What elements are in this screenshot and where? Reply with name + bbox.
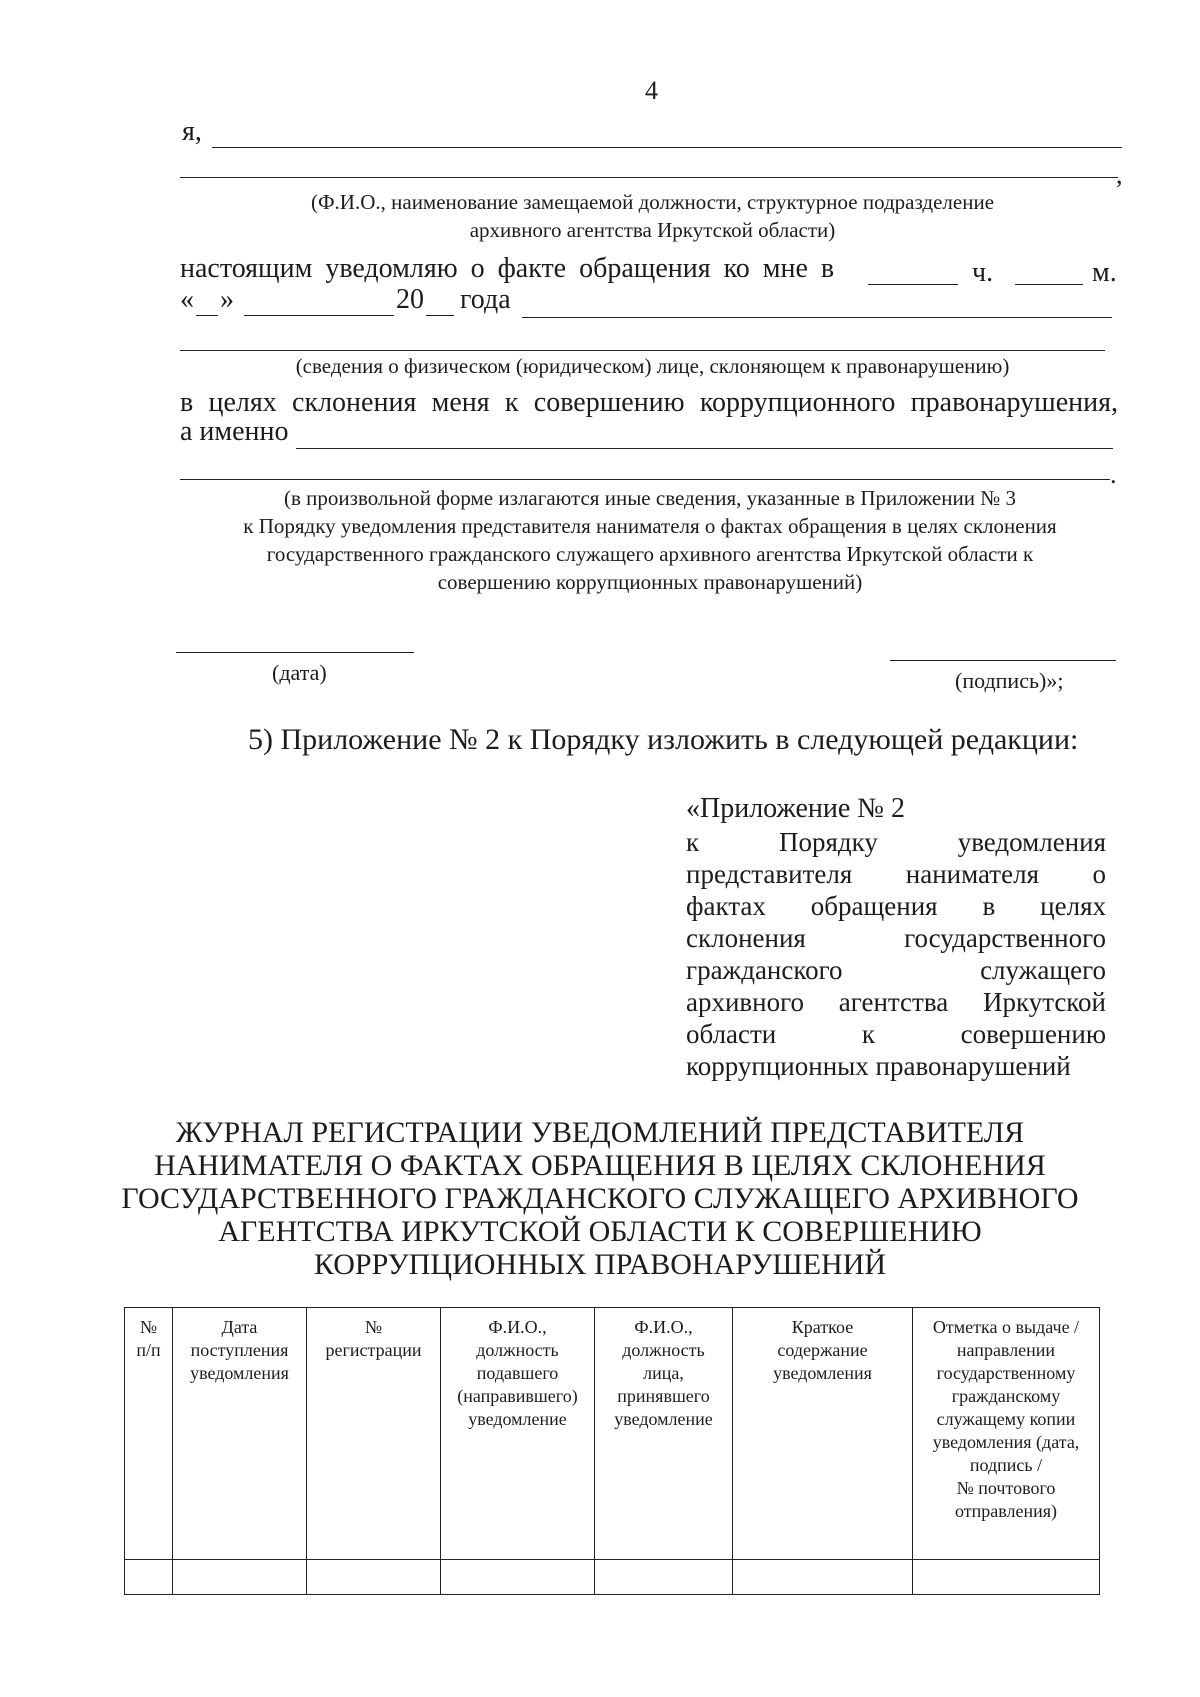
table-cell[interactable] xyxy=(595,1560,733,1595)
table-cell[interactable] xyxy=(441,1560,595,1595)
header-submitter: Ф.И.О., должность подавшего (направившего) уведомление xyxy=(441,1308,595,1560)
purpose-line: в целях склонения меня к совершению коррупционного правонарушения, xyxy=(180,387,1118,418)
date-close-quote: » xyxy=(220,284,234,315)
sign-signature-line xyxy=(890,660,1116,661)
date-signature-line xyxy=(176,652,414,653)
sign-label: (подпись)»; xyxy=(955,668,1064,693)
table-cell[interactable] xyxy=(125,1560,173,1595)
namely-line-end: . xyxy=(1110,460,1117,489)
table-row xyxy=(125,1560,1100,1595)
table-cell[interactable] xyxy=(173,1560,307,1595)
annex-title: «Приложение № 2 xyxy=(686,793,905,824)
page-number: 4 xyxy=(645,76,658,105)
year-blank xyxy=(426,315,454,316)
person-line-1 xyxy=(522,317,1112,318)
header-copy-issue-mark: Отметка о выдаче / направлении государственному гражданскому служащему копии уведомления (дата, подпись / № почтового отправления) xyxy=(913,1308,1100,1560)
fio-line-end: , xyxy=(1116,160,1123,189)
table-cell[interactable] xyxy=(733,1560,913,1595)
header-date-received: Дата поступления уведомления xyxy=(173,1308,307,1560)
table-header-row xyxy=(125,1308,1100,1560)
header-registration-number: № регистрации xyxy=(307,1308,441,1560)
table-cell[interactable] xyxy=(913,1560,1100,1595)
hours-blank xyxy=(868,284,958,285)
header-summary: Краткое содержание уведомления xyxy=(733,1308,913,1560)
year-prefix: 20 xyxy=(396,284,424,315)
day-blank xyxy=(196,315,218,316)
journal-title: ЖУРНАЛ РЕГИСТРАЦИИ УВЕДОМЛЕНИЙ ПРЕДСТАВИТЕЛЯ НАНИМАТЕЛЯ О ФАКТАХ ОБРАЩЕНИЯ В ЦЕЛЯХ СКЛОНЕНИЯ ГОСУДАРСТВЕННОГО ГРАЖДАНСКОГО СЛУЖАЩЕГО АРХИВНОГО АГЕНТСТВА ИРКУТСКОЙ ОБЛАСТИ К СОВЕРШЕНИЮ КОРРУПЦИОННЫХ ПРАВОНАРУШЕНИЙ xyxy=(121,1116,1079,1281)
item-5-heading: 5) Приложение № 2 к Порядку изложить в следующей редакции: xyxy=(248,723,1079,756)
person-note: (сведения о физическом (юридическом) лице, склоняющем к правонарушению) xyxy=(295,354,1010,378)
free-form-note: (в произвольной форме излагаются иные сведения, указанные в Приложении № 3 к Порядку уведомления представителя нанимателя о фактах обращения в целях склонения государственного гражданского служащего архивного агентства Иркутской области к совершению коррупционных правонарушений) xyxy=(243,486,1057,594)
namely-label: а именно xyxy=(180,416,289,447)
fio-line-2 xyxy=(180,177,1118,178)
date-label: (дата) xyxy=(272,660,327,685)
notify-text: настоящим уведомляю о факте обращения ко мне в xyxy=(180,253,835,284)
date-open-quote: « xyxy=(180,284,194,315)
namely-line-2 xyxy=(180,479,1110,480)
month-blank xyxy=(244,315,394,316)
header-number: № п/п xyxy=(125,1308,173,1560)
person-line-2 xyxy=(180,350,1105,351)
year-suffix: года xyxy=(460,284,511,315)
annex-block: «Приложение № 2 к Порядку уведомления представителя нанимателя о фактах обращения в целях склонения государственного гражданского служащего архивного агентства Иркутской области к совершению коррупционных правонарушений xyxy=(686,793,1106,1081)
namely-line-1 xyxy=(296,448,1113,449)
header-receiver: Ф.И.О., должность лица, принявшего уведомление xyxy=(595,1308,733,1560)
minutes-blank xyxy=(1015,284,1083,285)
hours-label: ч. xyxy=(972,257,994,288)
fio-line-1 xyxy=(212,147,1122,148)
minutes-label: м. xyxy=(1092,257,1117,288)
table-cell[interactable] xyxy=(307,1560,441,1595)
journal-table xyxy=(124,1307,1100,1595)
fio-note: (Ф.И.О., наименование замещаемой должности, структурное подразделение архивного агентства Иркутской области) xyxy=(310,190,995,242)
fio-prefix: я, xyxy=(182,116,202,147)
